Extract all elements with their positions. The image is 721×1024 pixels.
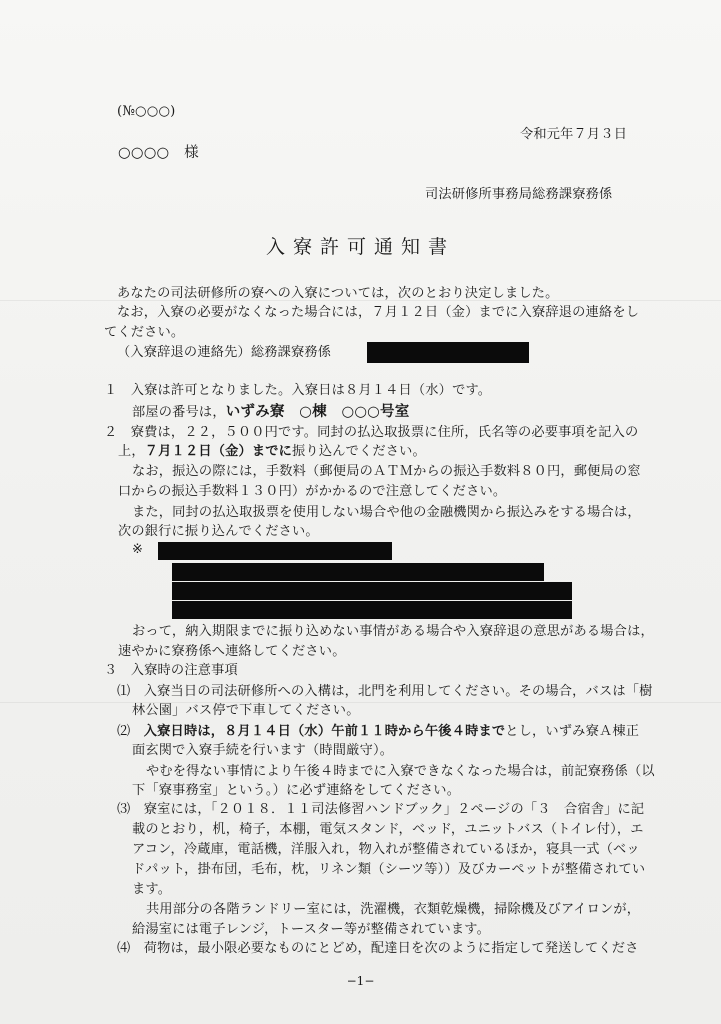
intro-line-1: あなたの司法研修所の寮への入寮については，次のとおり決定しました。	[117, 286, 559, 301]
redacted-block	[367, 342, 529, 363]
section-2-line-4: 口からの振込手数料１３０円）がかかるので注意してください。	[118, 484, 507, 499]
section-2-line-6: 次の銀行に振り込んでください。	[118, 524, 319, 539]
withdrawal-contact-label: （入寮辞退の連絡先）総務課寮務係	[117, 345, 332, 360]
section-2-line-2	[118, 444, 426, 460]
section-2-line-1: ２ 寮費は，２２，５００円です。同封の払込取扱票に住所，氏名等の必要事項を記入の	[104, 425, 639, 440]
fold-line	[0, 702, 721, 703]
item-3-line-7: 給湯室には電子レンジ，トースター等が整備されています。	[132, 922, 491, 937]
payment-deadline: ７月１２日（金）までに	[144, 444, 293, 459]
section-2-line-3: なお，振込の際には，手数料（郵便局のＡＴＭからの振込手数料８０円，郵便局の窓	[132, 464, 641, 479]
text-span: 上，	[118, 444, 145, 459]
section-2-line-8: 速やかに寮務係へ連絡してください。	[118, 644, 346, 659]
page-number: −1−	[346, 974, 375, 988]
room-number: いずみ寮 ○棟 ○○○号室	[225, 403, 410, 420]
item-3-line-1: ⑶ 寮室には，「２０１８．１１司法修習ハンドブック」２ページの「３ 合宿舎」に記	[117, 802, 645, 817]
document-title: 入寮許可通知書	[265, 236, 455, 258]
item-4-line-1: ⑷ 荷物は，最小限必要なものにとどめ，配達日を次のように指定して発送してくださ	[117, 941, 639, 956]
text-span: ⑵	[117, 724, 144, 739]
section-2-line-5: また，同封の払込取扱票を使用しない場合や他の金融機関から振込みをする場合は，	[132, 505, 641, 520]
sender-office: 司法研修所事務局総務課寮務係	[425, 187, 613, 202]
section-1-line-2	[132, 404, 409, 421]
redacted-block	[172, 563, 544, 581]
issue-date: 令和元年７月３日	[520, 127, 628, 142]
recipient-name: ○○○○ 様	[118, 145, 199, 161]
item-2-line-1	[117, 724, 639, 740]
item-3-line-3: アコン，冷蔵庫，電話機，洋服入れ，物入れが整備されているほか，寝具一式（ベッ	[132, 842, 640, 857]
bank-mark: ※	[132, 542, 144, 557]
item-2-line-4: 下「寮事務室」という。）に必ず連絡をしてください。	[132, 783, 461, 798]
redacted-block	[172, 582, 572, 600]
redacted-block	[172, 601, 572, 619]
section-3-heading: ３ 入寮時の注意事項	[104, 663, 238, 678]
intro-line-3: てください。	[104, 325, 185, 340]
text-span: 振り込んでください。	[292, 444, 426, 459]
text-span: とし，いずみ寮Ａ棟正	[505, 724, 640, 739]
item-3-line-6: 共用部分の各階ランドリー室には，洗濯機，衣類乾燥機，掃除機及びアイロンが，	[146, 902, 641, 917]
item-1-line-2: 林公園」バス停で下車してください。	[132, 703, 360, 718]
check-in-time: 入寮日時は，８月１４日（水）午前１１時から午後４時まで	[143, 724, 506, 739]
redacted-block	[158, 542, 392, 560]
room-label: 部屋の番号は，	[132, 405, 226, 420]
intro-line-2: なお，入寮の必要がなくなった場合には，７月１２日（金）までに入寮辞退の連絡をし	[117, 305, 640, 320]
section-1-line-1: １ 入寮は許可となりました。入寮日は８月１４日（水）です。	[104, 383, 492, 398]
item-3-line-4: ドパット，掛布団，毛布，枕，リネン類（シーツ等））及びカーペットが整備されてい	[132, 862, 646, 877]
item-1-line-1: ⑴ 入寮当日の司法研修所への入構は，北門を利用してください。その場合，バスは「樹	[117, 684, 653, 699]
section-2-line-7: おって，納入期限までに振り込めない事情がある場合や入寮辞退の意思がある場合は，	[132, 624, 654, 639]
item-2-line-3: やむを得ない事情により午後４時までに入寮できなくなった場合は，前記寮務係（以	[146, 764, 655, 779]
item-3-line-2: 載のとおり，机，椅子，本棚，電気スタンド，ベッド，ユニットバス（トイレ付），エ	[132, 822, 644, 837]
item-2-line-2: 面玄関で入寮手続を行います（時間厳守）。	[132, 743, 394, 758]
item-3-line-5: ます。	[132, 882, 172, 897]
document-number: (№○○○)	[117, 104, 176, 119]
